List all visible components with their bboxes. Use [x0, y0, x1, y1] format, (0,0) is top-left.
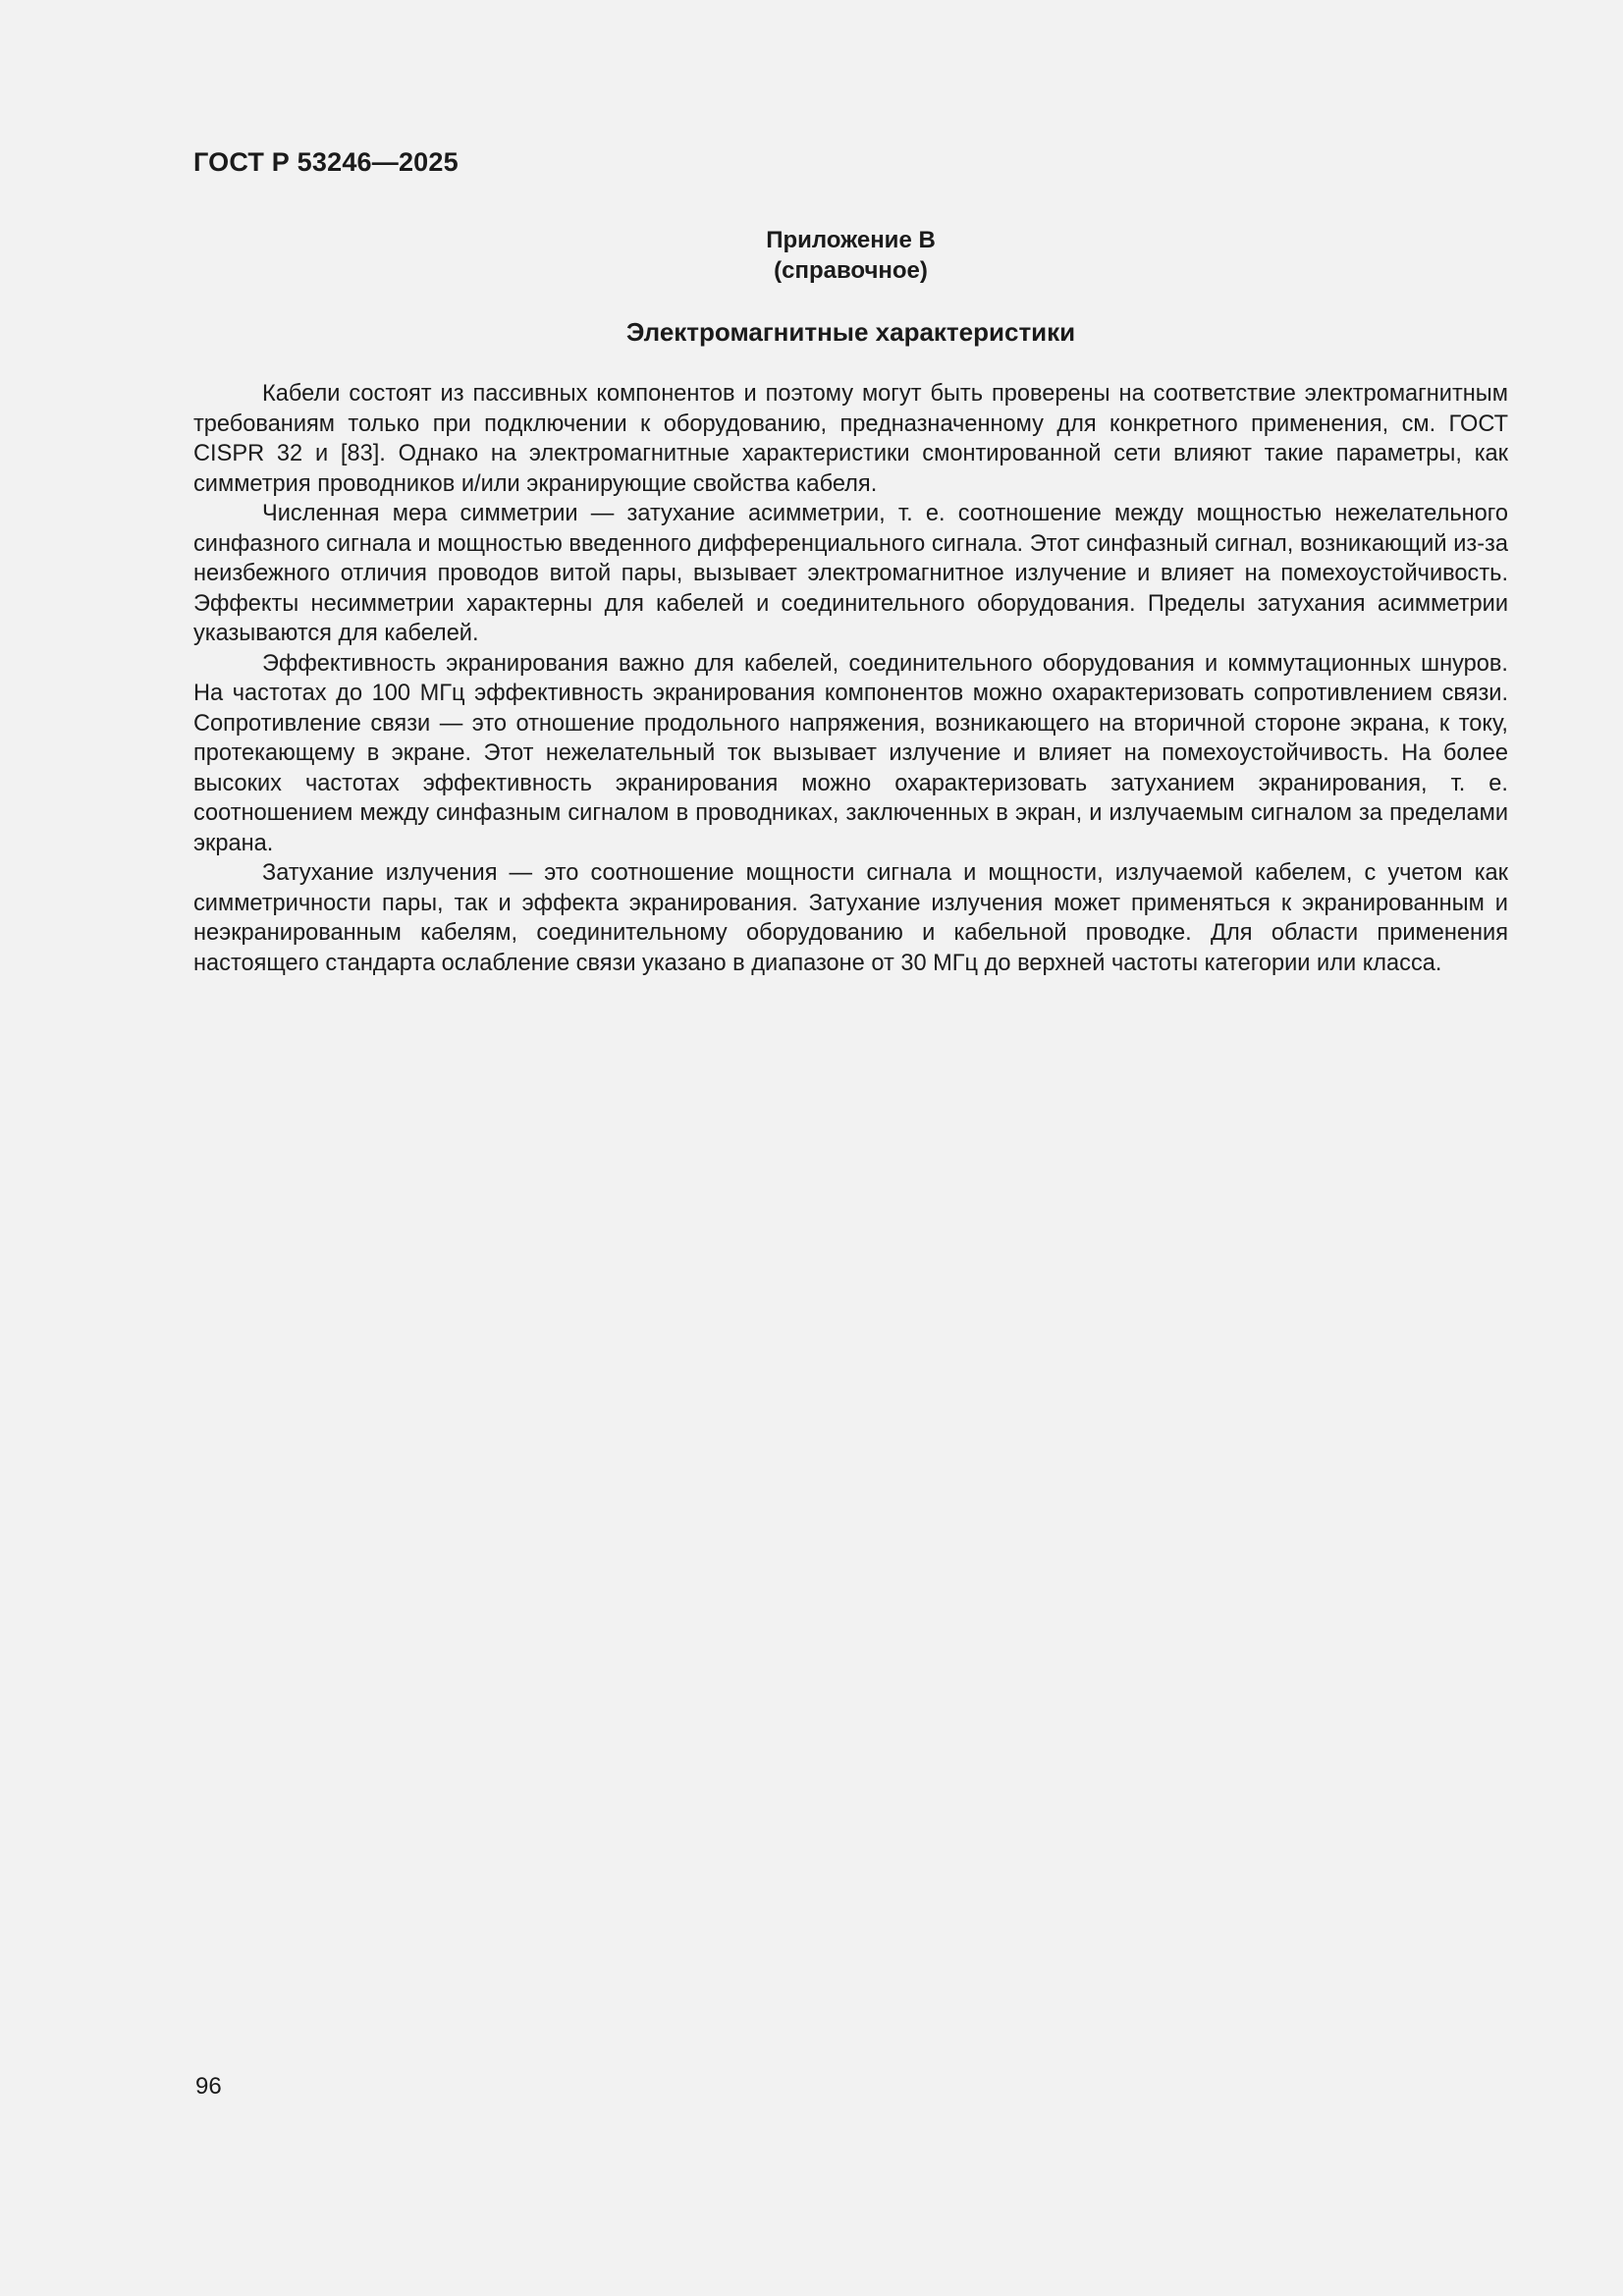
appendix-heading	[193, 225, 1508, 286]
page-number: 96	[195, 2073, 222, 2100]
appendix-body	[193, 379, 1508, 978]
appendix-title: Электромагнитные характеристики	[625, 317, 1076, 347]
paragraph: Эффективность экранирования важно для кабелей, соединительного оборудования и коммутационных шнуров. На частотах до 100 МГц эффективность экранирования компонентов можно охарактеризовать сопротивлением связи. Сопротивление связи — это отношение продольного напряжения, возникающего на вторичной стороне экрана, к току, протекающему в экране. Этот нежелательный ток вызывает излучение и влияет на помехоустойчивость. На более высоких частотах эффективность экранирования можно охарактеризовать затуханием экранирования, т. е. соотношением между синфазным сигналом в проводниках, заключенных в экран, и излучаемым сигналом за пределами экрана.	[193, 650, 1508, 856]
paragraph: Кабели состоят из пассивных компонентов и поэтому могут быть проверены на соответствие электромагнитным требованиям только при подключении к оборудованию, предназначенному для конкретного применения, см. ГОСТ CISPR 32 и [83]. Однако на электромагнитные характеристики смонтированной сети влияют такие параметры, как симметрия проводников и/или экранирующие свойства кабеля.	[193, 381, 1508, 497]
paragraph: Затухание излучения — это соотношение мощности сигнала и мощности, излучаемой кабелем, с учетом как симметричности пары, так и эффекта экранирования. Затухание излучения может применяться к экранированным и неэкранированным кабелям, соединительному оборудованию и кабельной проводке. Для области применения настоящего стандарта ослабление связи указано в диапазоне от 30 МГц до верхней частоты категории или класса.	[193, 860, 1508, 976]
appendix-type: (справочное)	[774, 257, 928, 284]
paragraph: Численная мера симметрии — затухание асимметрии, т. е. соотношение между мощностью нежелательного синфазного сигнала и мощностью введенного дифференциального сигнала. Этот синфазный сигнал, возникающий из-за неизбежного отличия проводов витой пары, вызывает электромагнитное излучение и влияет на помехоустойчивость. Эффекты несимметрии характерны для кабелей и соединительного оборудования. Пределы затухания асимметрии указываются для кабелей.	[193, 501, 1508, 646]
appendix-label: Приложение В	[766, 227, 936, 253]
document-code-header: ГОСТ Р 53246—2025	[193, 147, 459, 177]
